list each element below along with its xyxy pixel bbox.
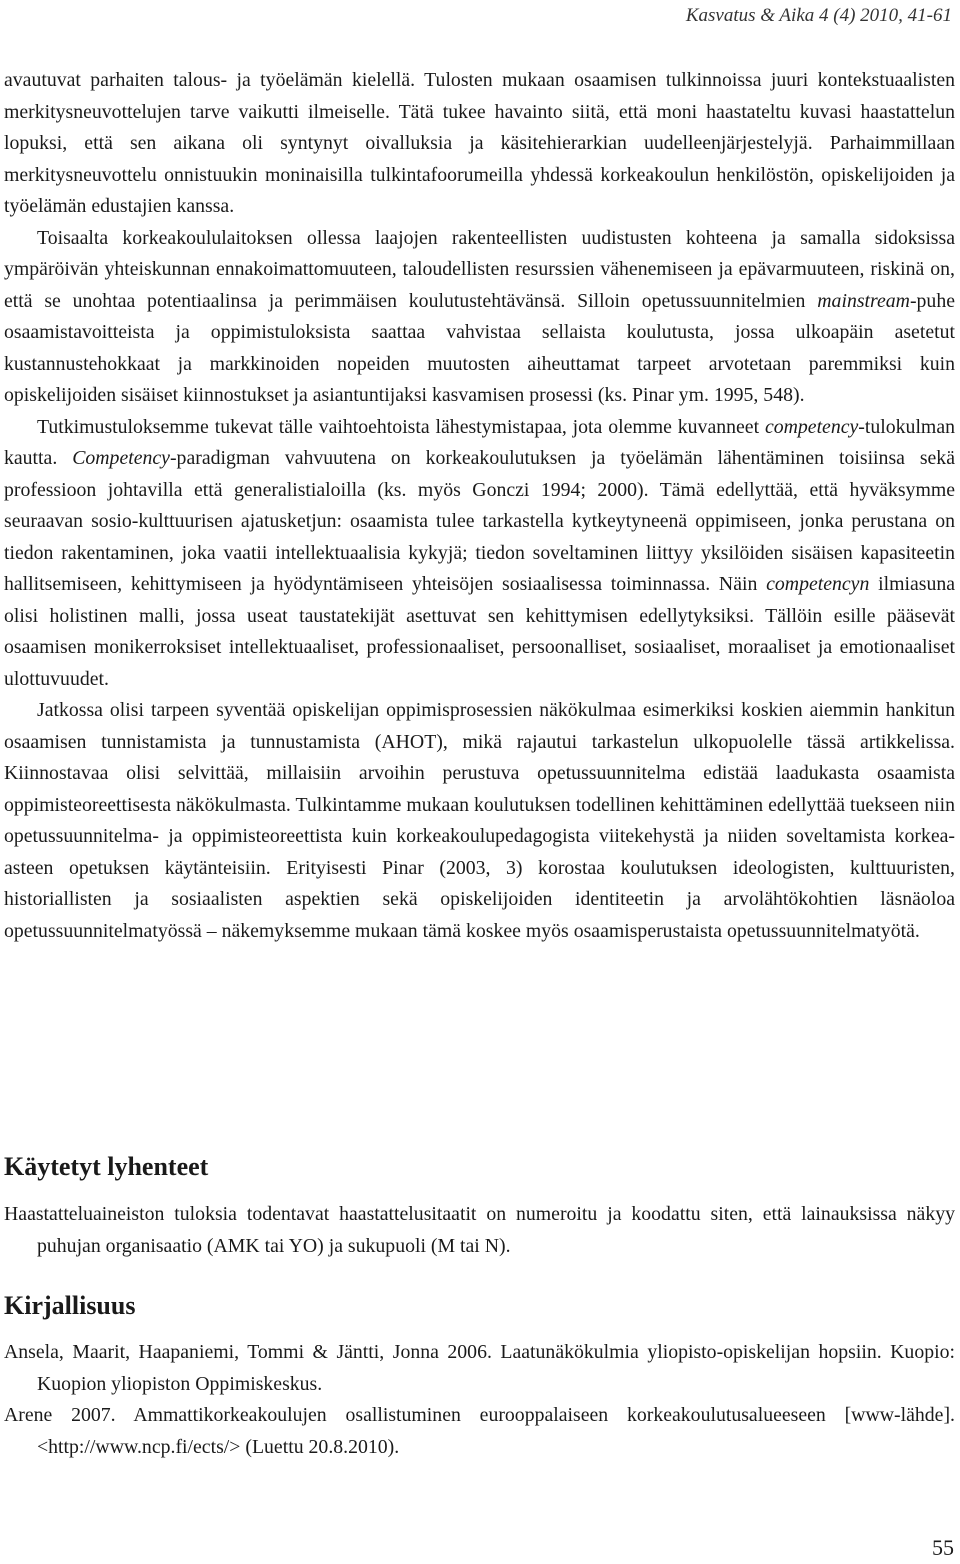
- paragraph-3: [4, 412, 955, 696]
- text-run: Toisaalta korkeakoululaitoksen ollessa laajojen rakenteellisten uudistusten kohteena ja samalla sidoksissa ympäröivän yhteiskunnan ennakoimattomuuteen, taloudellisten resurssien vähenemiseen ja epävarmuuteen, riskinä on, että se unohtaa potentiaalinsa ja perimmäisen koulutustehtävänsä. Silloin opetussuunnitelmien: [4, 226, 955, 312]
- running-header: Kasvatus & Aika 4 (4) 2010, 41-61: [685, 5, 952, 26]
- text-run: Tutkimustuloksemme tukevat tälle vaihtoehtoista lähestymistapaa, jota olemme kuvanneet: [37, 415, 765, 438]
- paragraph-1: [4, 65, 955, 223]
- abbreviations-text: Haastatteluaineiston tuloksia todentavat haastattelusitaatit on numeroitu ja koodattu siten, että lainauksissa näkyy puhujan organisaatio (AMK tai YO) ja sukupuoli (M tai N).: [4, 1203, 955, 1257]
- italic-term: mainstream: [817, 289, 910, 312]
- references-heading: Kirjallisuus: [4, 1291, 136, 1320]
- text-run: avautuvat parhaiten talous- ja työelämän kielellä. Tulosten mukaan osaamisen tulkinnoissa juuri kontekstuaalisten merkitysneuvottelujen tarve vaikutti ilmeiselle. Tätä tukee havainto siitä, että moni haastateltu kuvasi haastattelun lopuksi, että sen aikana oli syntynyt oivalluksia ja käsitehierarkian uudelleenjärjestelyjä. Parhaimmillaan merkitysneuvottelu onnistuukin moninaisilla tulkintafoorumeilla yhdessä korkeakoulun henkilöstön, opiskelijoiden ja työelämän edustajien kanssa.: [4, 69, 955, 217]
- text-run: -paradigman vahvuutena on korkeakoulutuksen ja työelämän lähentäminen toisiinsa sekä professioon johtavilla että generalistialoilla (ks. myös Gonczi 1994; 2000). Tämä edellyttää, että hyväksymme seuraavan sosio-kulttuurisen ajatusketjun: osaamista tulee tarkastella kytkeytyneenä oppimiseen, jonka perustana on tiedon rakentaminen, joka vaatii intellektuaalisia kykyjä; tiedon soveltaminen liittyy yksilöiden sisäisen kapasiteetin hallitsemiseen, kehittymiseen ja hyödyntämiseen yhteisöjen sosiaalisessa toiminnassa. Näin: [4, 447, 955, 595]
- references-list: [4, 1337, 955, 1463]
- italic-term: competencyn: [766, 573, 870, 595]
- reference-item: Ansela, Maarit, Haapaniemi, Tommi & Jäntti, Jonna 2006. Laatunäkökulmia yliopisto-opiskelijan hopsiin. Kuopio: Kuopion yliopiston Oppimiskeskus.: [4, 1341, 955, 1395]
- text-run: -puhe osaamistavoitteista ja oppimistuloksista saattaa vahvistaa sellaista koulutusta, jossa ulkoapäin asetetut kustannustehokkaat ja markkinoiden nopeiden muutosten aiheuttamat tarpeet arvotetaan paremmiksi kuin opiskelijoiden sisäiset kiinnostukset ja asiantuntijaksi kasvamisen prosessi (ks. Pinar ym. 1995, 548).: [4, 289, 955, 406]
- italic-term: Competency: [72, 447, 170, 469]
- paragraph-2: [4, 223, 955, 412]
- text-run: ilmiasuna olisi holistinen malli, jossa useat taustatekijät asettuvat sen kehittymisen edellytyksiksi. Tällöin esille pääsevät osaamisen monikerroksiset intellektuaaliset, professionaaliset, persoonalliset, sosiaaliset, moraaliset ja emotionaaliset ulottuvuudet.: [4, 573, 956, 690]
- body-text: [4, 65, 955, 947]
- reference-item: Arene 2007. Ammattikorkeakoulujen osallistuminen eurooppalaiseen korkeakoulutusalueeseen [www-lähde]. <http://www.ncp.fi/ects/> (Luettu 20.8.2010).: [4, 1404, 955, 1458]
- text-run: -tulokulman kautta.: [4, 415, 955, 469]
- text-run: Jatkossa olisi tarpeen syventää opiskelijan oppimisprosessien näkökulmaa esimerkiksi koskien aiemmin hankitun osaamisen tunnistamista ja tunnustamista (AHOT), mikä rajautui tarkastelun ulkopuolelle tässä artikkelissa. Kiinnostavaa olisi selvittää, millaisiin arvoihin perustuva opetussuunnitelma edistää laadukasta osaamista oppimisteoreettisesta näkökulmasta. Tulkintamme mukaan koulutuksen todellinen kehittäminen edellyttää tuekseen niin opetussuunnitelma- ja oppimisteoreettista kuin korkeakoulupedagogista viitekehystä ja niiden soveltamista korkea-asteen opetuksen käytänteisiin. Erityisesti Pinar (2003, 3) korostaa koulutuksen ideologisten, kulttuuristen, historiallisten ja sosiaalisten aspektien sekä opiskelijoiden identiteetin ja arvolähtökohtien läsnäoloa opetussuunnitelmatyössä – näkemyksemme mukaan tämä koskee myös osaamisperustaista opetussuunnitelmatyötä.: [4, 699, 955, 942]
- abbreviations-heading: Käytetyt lyhenteet: [4, 1152, 209, 1181]
- paragraph-4: [4, 695, 955, 947]
- italic-term: competency: [764, 415, 859, 438]
- abbreviations-section: [4, 1199, 955, 1262]
- page-number: 55: [932, 1535, 954, 1560]
